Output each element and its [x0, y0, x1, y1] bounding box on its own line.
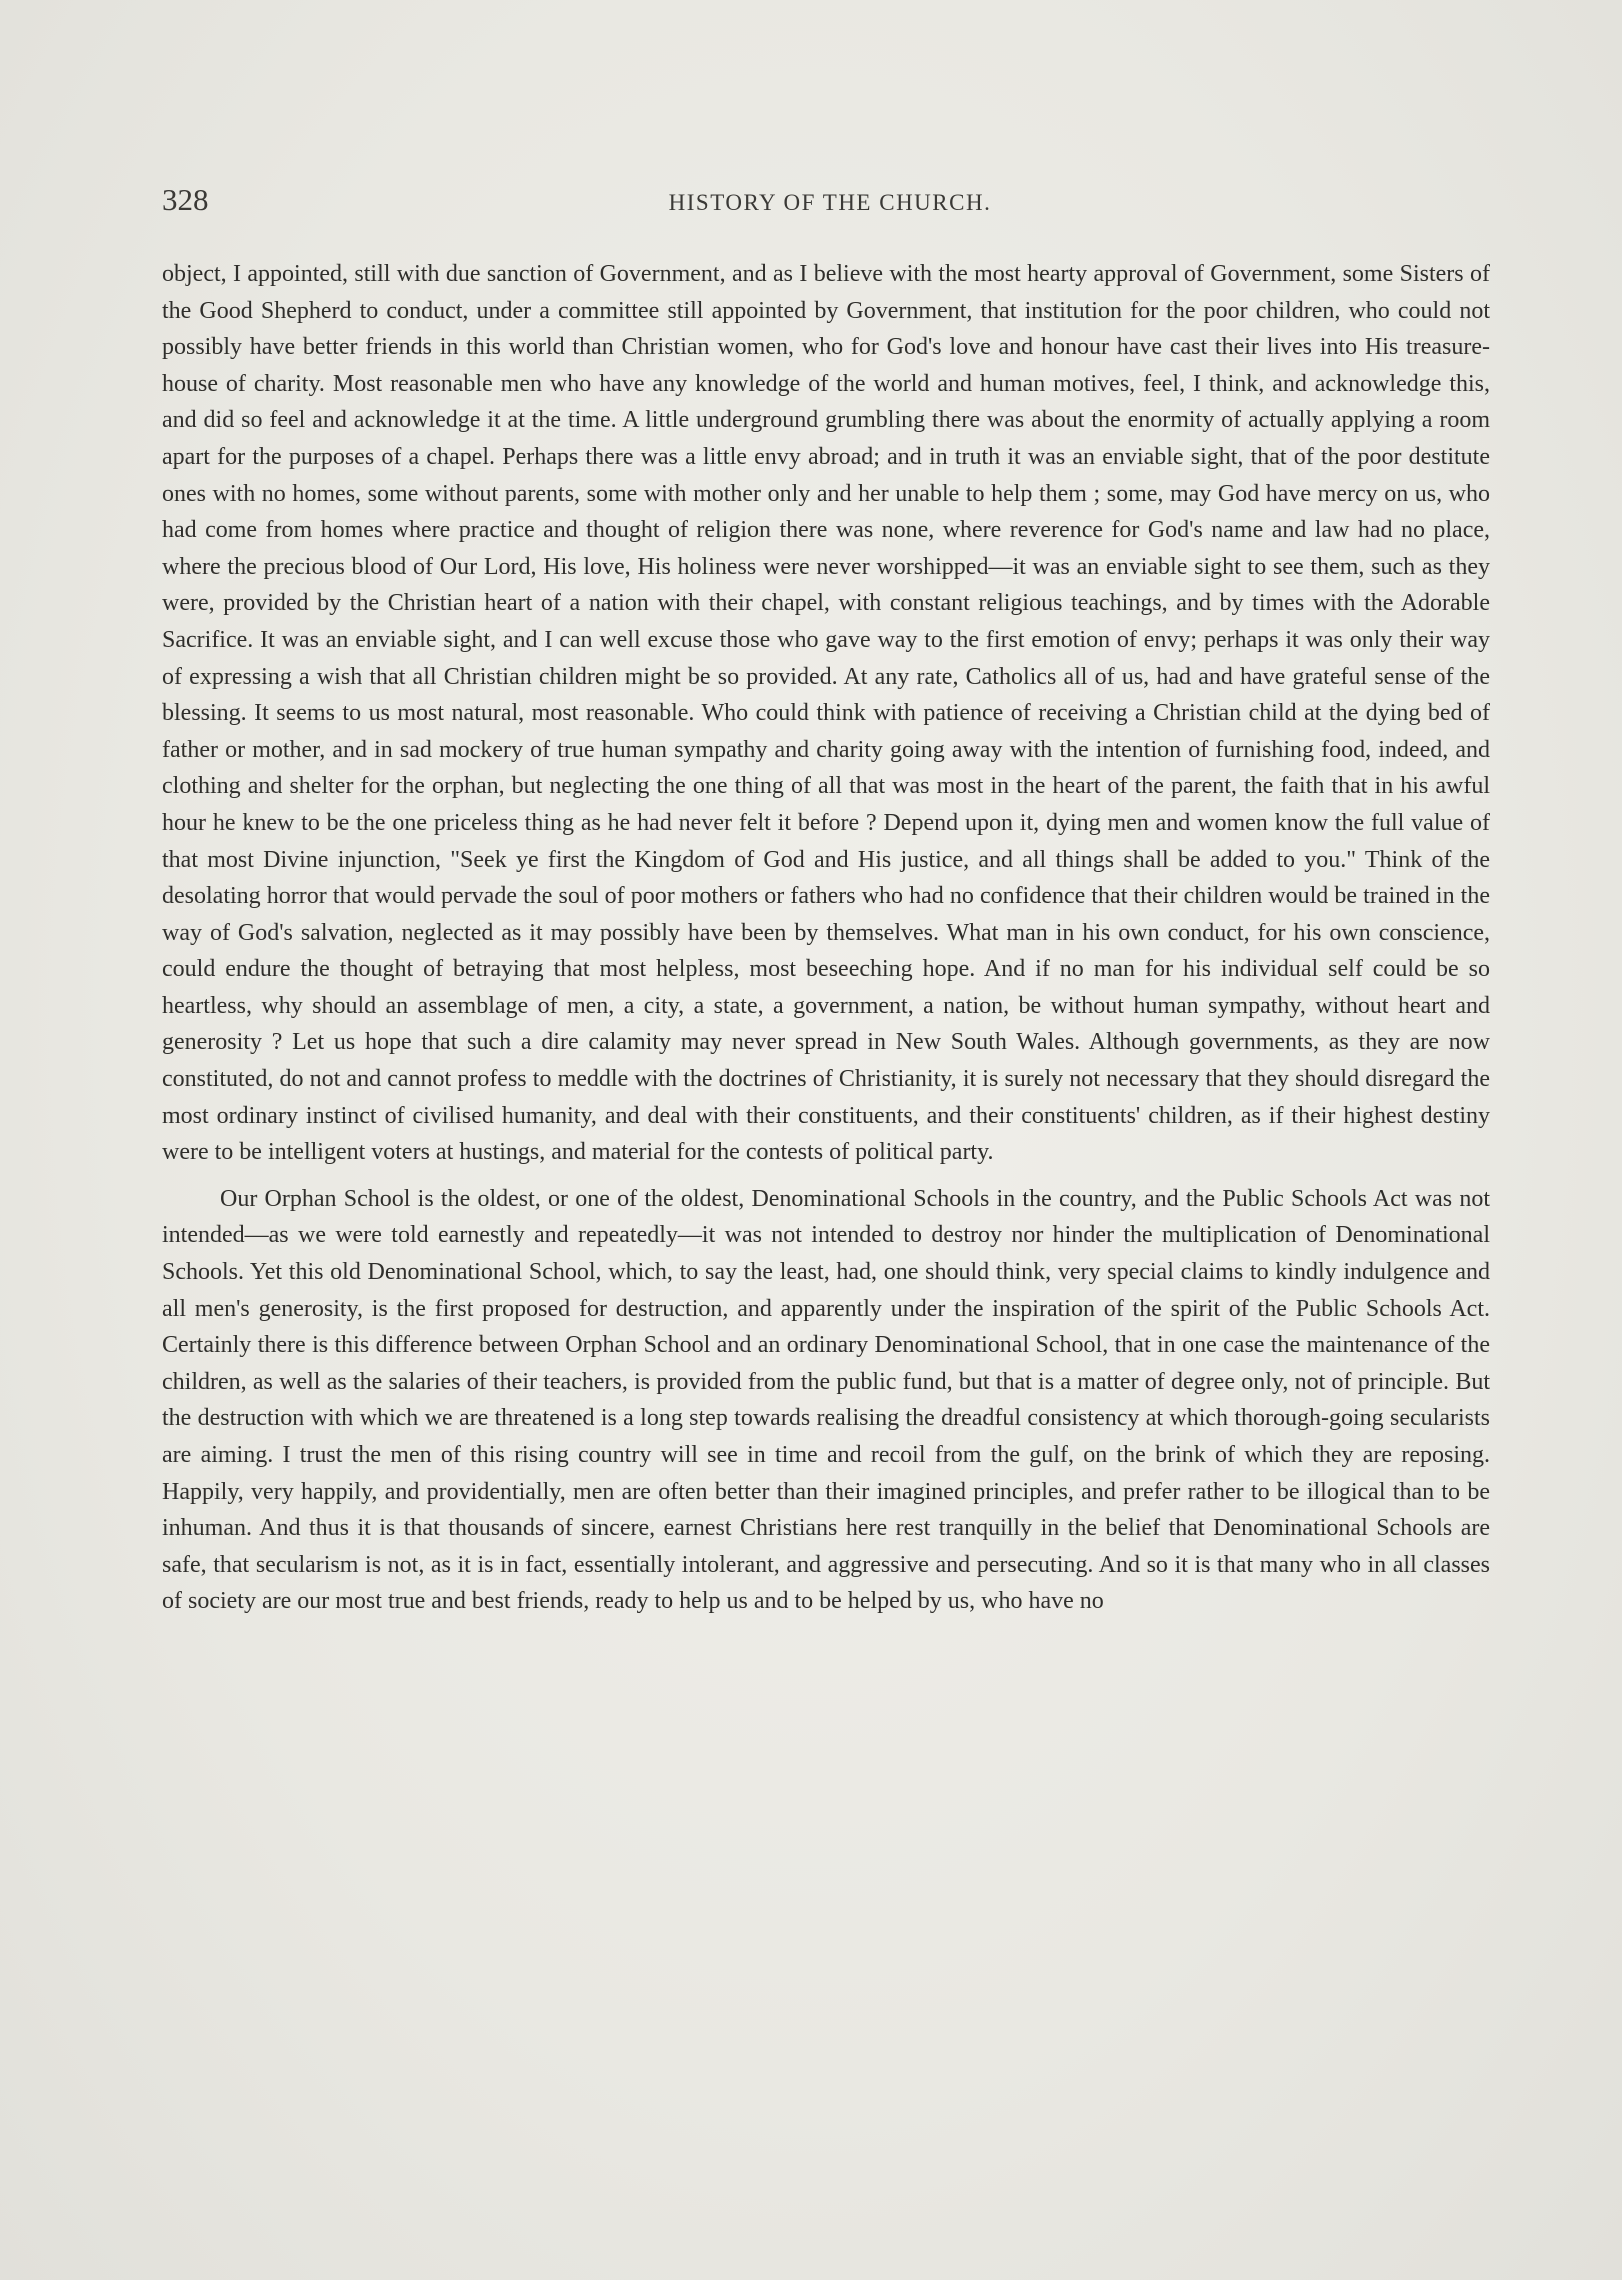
- page-header: [162, 182, 1498, 226]
- running-head: HISTORY OF THE CHURCH.: [668, 190, 992, 215]
- body-text: [162, 256, 1490, 1620]
- paragraph: object, I appointed, still with due sanction of Government, and as I believe with the most hearty approval of Government, some Sisters of the Good Shepherd to conduct, under a committee still appointed by Government, that institution for the poor children, who could not possibly have better friends in this world than Christian women, who for God's love and honour have cast their lives into His treasure-house of charity. Most reasonable men who have any knowledge of the world and human motives, feel, I think, and acknowledge this, and did so feel and acknowledge it at the time. A little underground grumbling there was about the enormity of actually applying a room apart for the purposes of a chapel. Perhaps there was a little envy abroad; and in truth it was an enviable sight, that of the poor destitute ones with no homes, some without parents, some with mother only and her unable to help them ; some, may God have mercy on us, who had come from homes where practice and thought of religion there was none, where reverence for God's name and law had no place, where the precious blood of Our Lord, His love, His holiness were never worshipped—it was an enviable sight to see them, such as they were, provided by the Christian heart of a nation with their chapel, with constant religious teachings, and by times with the Adorable Sacrifice. It was an enviable sight, and I can well excuse those who gave way to the first emotion of envy; perhaps it was only their way of expressing a wish that all Christian children might be so provided. At any rate, Catholics all of us, had and have grateful sense of the blessing. It seems to us most natural, most reasonable. Who could think with patience of receiving a Christian child at the dying bed of father or mother, and in sad mockery of true human sympathy and charity going away with the intention of furnishing food, indeed, and clothing and shelter for the orphan, but neglecting the one thing of all that was most in the heart of the parent, the faith that in his awful hour he knew to be the one priceless thing as he had never felt it before ? Depend upon it, dying men and women know the full value of that most Divine injunction, "Seek ye first the Kingdom of God and His justice, and all things shall be added to you." Think of the desolating horror that would pervade the soul of poor mothers or fathers who had no confidence that their children would be trained in the way of God's salvation, neglected as it may possibly have been by themselves. What man in his own conduct, for his own conscience, could endure the thought of betraying that most helpless, most beseeching hope. And if no man for his individual self could be so heartless, why should an assemblage of men, a city, a state, a government, a nation, be without human sympathy, without heart and generosity ? Let us hope that such a dire calamity may never spread in New South Wales. Although governments, as they are now constituted, do not and cannot profess to meddle with the doctrines of Christianity, it is surely not necessary that they should disregard the most ordinary instinct of civilised humanity, and deal with their constituents, and their constituents' children, as if their highest destiny were to be intelligent voters at hustings, and material for the contests of political party.: [162, 261, 1490, 1166]
- paragraph: Our Orphan School is the oldest, or one of the oldest, Denominational Schools in the country, and the Public Schools Act was not intended—as we were told earnestly and repeatedly—it was not intended to destroy nor hinder the multiplication of Denominational Schools. Yet this old Denominational School, which, to say the least, had, one should think, very special claims to kindly indulgence and all men's generosity, is the first proposed for destruction, and apparently under the inspiration of the spirit of the Public Schools Act. Certainly there is this difference between Orphan School and an ordinary Denominational School, that in one case the maintenance of the children, as well as the salaries of their teachers, is provided from the public fund, but that is a matter of degree only, not of principle. But the destruction with which we are threatened is a long step towards realising the dreadful consistency at which thorough-going secularists are aiming. I trust the men of this rising country will see in time and recoil from the gulf, on the brink of which they are reposing. Happily, very happily, and providentially, men are often better than their imagined principles, and prefer rather to be illogical than to be inhuman. And thus it is that thousands of sincere, earnest Christians here rest tranquilly in the belief that Denominational Schools are safe, that secularism is not, as it is in fact, essentially intolerant, and aggressive and persecuting. And so it is that many who in all classes of society are our most true and best friends, ready to help us and to be helped by us, who have no: [162, 1185, 1490, 1615]
- page-number: 328: [162, 182, 209, 217]
